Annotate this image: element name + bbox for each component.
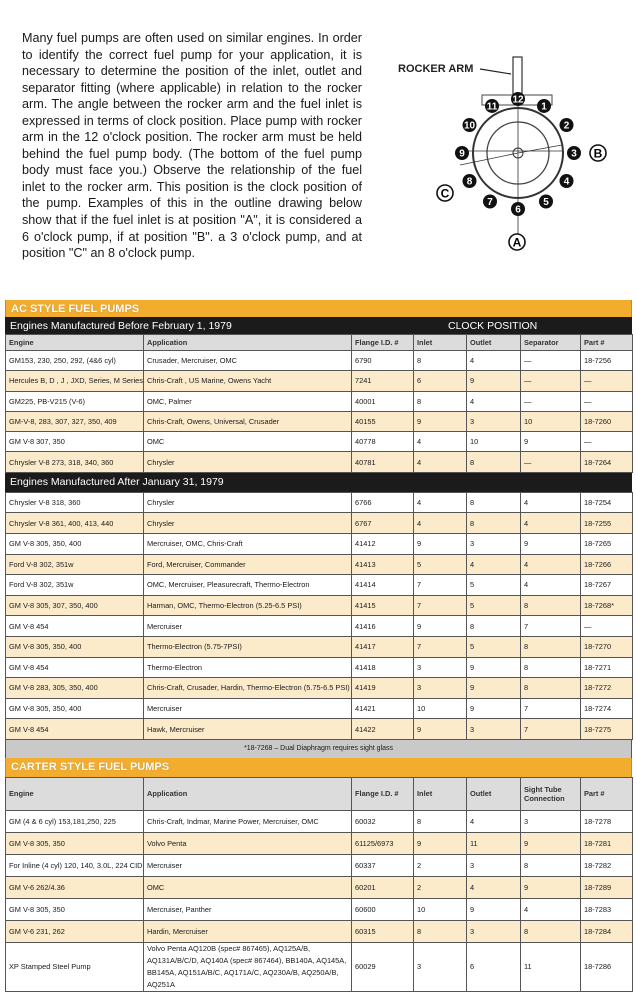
- table-cell: 4: [414, 513, 467, 534]
- table-cell: GM V-8 305, 350: [6, 832, 144, 854]
- table-cell: 4: [414, 432, 467, 452]
- table-cell: —: [521, 371, 581, 391]
- inlet-line-b: [518, 145, 562, 153]
- table-cell: For Inline (4 cyl) 120, 140, 3.0L, 224 CID: [6, 854, 144, 876]
- table-row: [6, 351, 633, 371]
- after-1979-title: Engines Manufactured After January 31, 1979: [10, 476, 224, 489]
- table-row: [6, 452, 633, 472]
- table-cell: 9: [414, 533, 467, 554]
- svg-text:5: 5: [543, 196, 549, 208]
- svg-text:10: 10: [463, 120, 476, 132]
- table-cell: Hardin, Mercruiser: [144, 920, 352, 942]
- ac-style-section: [5, 300, 632, 992]
- table-cell: OMC, Palmer: [144, 391, 352, 411]
- rocker-arm-label: ROCKER ARM: [398, 63, 474, 75]
- table-row: [6, 876, 633, 898]
- table-cell: 40155: [352, 411, 414, 431]
- table-cell: 41414: [352, 575, 414, 596]
- table-cell: GM V-8 454: [6, 616, 144, 637]
- column-header: Engine: [6, 777, 144, 810]
- column-header-row: [6, 335, 633, 351]
- column-header: Outlet: [467, 335, 521, 351]
- column-header: Separator: [521, 335, 581, 351]
- table-cell: 40001: [352, 391, 414, 411]
- table-cell: 18-7266: [581, 554, 633, 575]
- table-cell: 4: [414, 452, 467, 472]
- table-cell: —: [581, 391, 633, 411]
- table-cell: 60337: [352, 854, 414, 876]
- table-cell: 41419: [352, 678, 414, 699]
- table-cell: 3: [521, 810, 581, 832]
- ac-after-table: [5, 492, 633, 740]
- table-cell: 4: [467, 810, 521, 832]
- table-cell: Chrysler: [144, 513, 352, 534]
- table-cell: 8: [521, 920, 581, 942]
- table-cell: Mercruiser: [144, 616, 352, 637]
- table-cell: 7: [414, 595, 467, 616]
- table-cell: 60032: [352, 810, 414, 832]
- table-cell: OMC: [144, 432, 352, 452]
- table-cell: Chrysler V-8 273, 318, 340, 360: [6, 452, 144, 472]
- table-cell: 60315: [352, 920, 414, 942]
- table-cell: Ford, Mercruiser, Commander: [144, 554, 352, 575]
- table-cell: 10: [414, 898, 467, 920]
- marker-c: [437, 185, 453, 201]
- table-cell: 18-7282: [581, 854, 633, 876]
- table-cell: Harman, OMC, Thermo-Electron (5.25-6.5 PSI): [144, 595, 352, 616]
- table-cell: Volvo Penta: [144, 832, 352, 854]
- svg-text:3: 3: [571, 148, 577, 160]
- table-cell: GM V-8 454: [6, 719, 144, 740]
- table-cell: 18-7267: [581, 575, 633, 596]
- table-cell: Mercruiser: [144, 854, 352, 876]
- table-cell: Mercruiser, OMC, Chris-Craft: [144, 533, 352, 554]
- table-row: [6, 698, 633, 719]
- table-cell: 18-7284: [581, 920, 633, 942]
- table-cell: 18-7289: [581, 876, 633, 898]
- table-cell: 18-7281: [581, 832, 633, 854]
- table-cell: —: [581, 432, 633, 452]
- table-cell: 18-7271: [581, 657, 633, 678]
- table-row: [6, 678, 633, 699]
- table-cell: 9: [521, 832, 581, 854]
- table-cell: 18-7283: [581, 898, 633, 920]
- table-cell: GM V-8 307, 350: [6, 432, 144, 452]
- after-1979-header: [5, 473, 632, 492]
- table-cell: 4: [521, 554, 581, 575]
- table-cell: 41417: [352, 636, 414, 657]
- table-cell: 18-7272: [581, 678, 633, 699]
- column-header: Part #: [581, 777, 633, 810]
- table-cell: 8: [521, 636, 581, 657]
- table-cell: OMC: [144, 876, 352, 898]
- before-1979-title: Engines Manufactured Before February 1, 1979: [10, 319, 232, 332]
- table-row: [6, 810, 633, 832]
- table-row: [6, 898, 633, 920]
- table-row: [6, 575, 633, 596]
- clock-position-11: [485, 99, 499, 113]
- table-cell: 8: [414, 391, 467, 411]
- table-cell: 40781: [352, 452, 414, 472]
- table-row: [6, 854, 633, 876]
- marker-b: [590, 145, 606, 161]
- table-cell: —: [521, 452, 581, 472]
- clock-position-10: [463, 118, 477, 132]
- clock-position-9: [455, 146, 469, 160]
- table-cell: 9: [414, 411, 467, 431]
- table-cell: 9: [467, 678, 521, 699]
- table-cell: OMC, Mercruiser, Pleasurecraft, Thermo-Electron: [144, 575, 352, 596]
- table-cell: 41413: [352, 554, 414, 575]
- table-cell: Crusader, Mercruiser, OMC: [144, 351, 352, 371]
- footnote: *18-7268 – Dual Diaphragm requires sight glass: [5, 740, 632, 758]
- table-cell: 5: [467, 595, 521, 616]
- table-row: [6, 719, 633, 740]
- table-cell: 60600: [352, 898, 414, 920]
- clock-position-7: [483, 194, 497, 208]
- svg-text:B: B: [593, 146, 603, 161]
- svg-text:6: 6: [515, 204, 521, 216]
- table-cell: Chrysler V-8 318, 360: [6, 492, 144, 513]
- table-cell: Chrysler: [144, 492, 352, 513]
- column-header: Sight Tube Connection: [521, 777, 581, 810]
- table-cell: —: [581, 616, 633, 637]
- column-header: Outlet: [467, 777, 521, 810]
- table-cell: 4: [521, 513, 581, 534]
- clock-position-diagram: [390, 50, 610, 260]
- clock-position-5: [539, 194, 553, 208]
- table-cell: 18-7270: [581, 636, 633, 657]
- table-cell: Chrysler V-8 361, 400, 413, 440: [6, 513, 144, 534]
- svg-text:9: 9: [459, 148, 465, 160]
- ac-section-title: AC STYLE FUEL PUMPS: [5, 300, 632, 317]
- table-cell: 6790: [352, 351, 414, 371]
- table-cell: 9: [521, 533, 581, 554]
- table-row: [6, 832, 633, 854]
- table-row: [6, 920, 633, 942]
- table-row: [6, 554, 633, 575]
- table-cell: Chris-Craft , US Marine, Owens Yacht: [144, 371, 352, 391]
- table-cell: 9: [414, 616, 467, 637]
- column-header: Part #: [581, 335, 633, 351]
- table-cell: 3: [414, 657, 467, 678]
- table-cell: 10: [521, 411, 581, 431]
- table-row: [6, 411, 633, 431]
- table-cell: Thermo-Electron: [144, 657, 352, 678]
- table-cell: 4: [521, 492, 581, 513]
- table-cell: 6766: [352, 492, 414, 513]
- table-cell: 9: [521, 876, 581, 898]
- table-cell: 7241: [352, 371, 414, 391]
- table-cell: Chris-Craft, Crusader, Hardin, Thermo-Electron (5.75-6.5 PSI): [144, 678, 352, 699]
- table-cell: 8: [521, 854, 581, 876]
- table-cell: GM V-8 305, 350: [6, 898, 144, 920]
- clock-position-6: [511, 202, 525, 216]
- table-cell: Chris-Craft, Owens, Universal, Crusader: [144, 411, 352, 431]
- table-cell: 41412: [352, 533, 414, 554]
- table-row: [6, 492, 633, 513]
- table-cell: Ford V-8 302, 351w: [6, 554, 144, 575]
- table-cell: 4: [467, 876, 521, 898]
- table-cell: —: [581, 371, 633, 391]
- table-cell: 9: [467, 657, 521, 678]
- table-cell: 18-7274: [581, 698, 633, 719]
- table-cell: 7: [414, 636, 467, 657]
- column-header: Flange I.D. #: [352, 335, 414, 351]
- table-cell: GM V-8 305, 350, 400: [6, 636, 144, 657]
- table-cell: Thermo-Electron (5.75-7PSI): [144, 636, 352, 657]
- table-cell: GM V-6 231, 262: [6, 920, 144, 942]
- svg-text:2: 2: [563, 120, 570, 132]
- table-cell: —: [521, 391, 581, 411]
- table-cell: 5: [467, 575, 521, 596]
- table-cell: 8: [467, 616, 521, 637]
- table-cell: 41415: [352, 595, 414, 616]
- table-cell: 9: [414, 832, 467, 854]
- table-cell: GM V-8 283, 305, 350, 400: [6, 678, 144, 699]
- svg-text:8: 8: [466, 176, 473, 188]
- rocker-arm: [513, 57, 522, 97]
- table-cell: 18-7255: [581, 513, 633, 534]
- table-cell: 18-7265: [581, 533, 633, 554]
- table-cell: 3: [467, 920, 521, 942]
- intro-paragraph: Many fuel pumps are often used on similar engines. In order to identify the correct fuel pump for your application, it is necessary to determine the position of the inlet, outlet and separator fitting (where applicable) in relation to the rocker arm. The angle between the rocker arm and the fuel inlet is expressed in terms of clock position. Place pump with rocker arm in the 12 o'clock position. The rocker arm must be held behind the fuel pump body. (The bottom of the fuel pump body must face you.) Observe the relationship of the fuel inlet to the rocker arm. This position is the clock position of the pump. Examples of this in the outline drawing below show that if the fuel inlet is at position "A", it is considered a 6 o'clock pump, if at position "B". a 3 o'clock pump, and at position "C" an 8 o'clock pump.: [22, 31, 362, 261]
- table-cell: 7: [521, 698, 581, 719]
- table-cell: 7: [521, 616, 581, 637]
- table-cell: 8: [467, 452, 521, 472]
- table-cell: 8: [467, 492, 521, 513]
- table-cell: 18-7278: [581, 810, 633, 832]
- table-row: [6, 371, 633, 391]
- table-cell: Hawk, Mercruiser: [144, 719, 352, 740]
- table-cell: 3: [467, 533, 521, 554]
- table-cell: GM V-6 262/4.36: [6, 876, 144, 898]
- marker-a: [509, 234, 525, 250]
- svg-text:4: 4: [563, 176, 570, 188]
- table-cell: 60029: [352, 942, 414, 991]
- table-cell: 3: [467, 854, 521, 876]
- clock-position-12: [511, 92, 525, 106]
- column-header-row: [6, 777, 633, 810]
- table-cell: GM V-8 305, 307, 350, 400: [6, 595, 144, 616]
- table-cell: 5: [467, 636, 521, 657]
- svg-text:C: C: [440, 186, 450, 201]
- table-cell: 18-7268*: [581, 595, 633, 616]
- clock-position-4: [559, 174, 573, 188]
- table-cell: 4: [521, 898, 581, 920]
- table-cell: 18-7264: [581, 452, 633, 472]
- table-row: [6, 616, 633, 637]
- column-header: Engine: [6, 335, 144, 351]
- rocker-arm-pointer: [480, 69, 511, 74]
- table-cell: 41416: [352, 616, 414, 637]
- column-header: Application: [144, 335, 352, 351]
- table-cell: 8: [521, 678, 581, 699]
- table-cell: 4: [467, 351, 521, 371]
- table-cell: XP Stamped Steel Pump: [6, 942, 144, 991]
- table-cell: 10: [414, 698, 467, 719]
- table-cell: 40778: [352, 432, 414, 452]
- table-cell: 41421: [352, 698, 414, 719]
- column-header: Flange I.D. #: [352, 777, 414, 810]
- table-cell: 4: [521, 575, 581, 596]
- table-cell: 8: [521, 657, 581, 678]
- table-cell: 4: [414, 492, 467, 513]
- table-cell: 3: [467, 719, 521, 740]
- column-header: Inlet: [414, 335, 467, 351]
- table-cell: Mercruiser: [144, 698, 352, 719]
- table-cell: GM-V-8, 283, 307, 327, 350, 409: [6, 411, 144, 431]
- table-cell: 9: [521, 432, 581, 452]
- table-row: [6, 942, 633, 991]
- table-cell: 8: [521, 595, 581, 616]
- table-cell: 8: [414, 920, 467, 942]
- carter-section-title: CARTER STYLE FUEL PUMPS: [5, 758, 632, 777]
- table-cell: 11: [521, 942, 581, 991]
- table-cell: 18-7254: [581, 492, 633, 513]
- table-cell: 10: [467, 432, 521, 452]
- table-cell: 18-7256: [581, 351, 633, 371]
- table-row: [6, 595, 633, 616]
- table-cell: 9: [467, 371, 521, 391]
- table-cell: 6: [414, 371, 467, 391]
- clock-position-label: CLOCK POSITION: [448, 319, 538, 332]
- table-cell: 3: [414, 942, 467, 991]
- before-1979-header: [5, 317, 632, 334]
- svg-text:1: 1: [541, 101, 547, 113]
- svg-text:7: 7: [487, 196, 493, 208]
- table-row: [6, 636, 633, 657]
- clock-position-2: [559, 118, 573, 132]
- table-row: [6, 513, 633, 534]
- clock-position-8: [463, 174, 477, 188]
- column-header: Application: [144, 777, 352, 810]
- column-header: Inlet: [414, 777, 467, 810]
- table-cell: 18-7260: [581, 411, 633, 431]
- table-cell: GM (4 & 6 cyl) 153,181,250, 225: [6, 810, 144, 832]
- table-cell: GM V-8 305, 350, 400: [6, 698, 144, 719]
- table-cell: GM V-8 305, 350, 400: [6, 533, 144, 554]
- table-cell: 41422: [352, 719, 414, 740]
- table-cell: 8: [467, 513, 521, 534]
- svg-text:12: 12: [512, 94, 524, 106]
- table-cell: 9: [467, 898, 521, 920]
- table-cell: 8: [414, 351, 467, 371]
- table-cell: 7: [414, 575, 467, 596]
- table-row: [6, 432, 633, 452]
- clock-position-1: [537, 99, 551, 113]
- table-cell: Volvo Penta AQ120B (spec# 867465), AQ125A/B, AQ131A/B/C/D, AQ140A (spec# 867464), BB140A, AQ145A, BB145A, AQ151A/B/C, AQ171A/C, AQ230A/B, AQ250A/B, AQ251A: [144, 942, 352, 991]
- table-cell: 3: [414, 678, 467, 699]
- table-cell: 2: [414, 876, 467, 898]
- table-cell: 5: [414, 554, 467, 575]
- table-cell: 6767: [352, 513, 414, 534]
- table-cell: 3: [467, 411, 521, 431]
- table-cell: 4: [467, 391, 521, 411]
- table-cell: 9: [414, 719, 467, 740]
- table-row: [6, 657, 633, 678]
- table-cell: 18-7286: [581, 942, 633, 991]
- clock-position-3: [567, 146, 581, 160]
- table-cell: Hercules B, D , J , JXD, Series, M Series: [6, 371, 144, 391]
- table-cell: 6: [467, 942, 521, 991]
- ac-before-table: [5, 334, 633, 473]
- table-cell: 18-7275: [581, 719, 633, 740]
- table-cell: GM225, PB-V215 (V-6): [6, 391, 144, 411]
- table-cell: Mercruiser, Panther: [144, 898, 352, 920]
- table-cell: Ford V-8 302, 351w: [6, 575, 144, 596]
- table-cell: 4: [467, 554, 521, 575]
- table-cell: Chrysler: [144, 452, 352, 472]
- table-row: [6, 533, 633, 554]
- table-cell: GM153, 230, 250, 292, (4&6 cyl): [6, 351, 144, 371]
- table-cell: 7: [521, 719, 581, 740]
- table-cell: 8: [414, 810, 467, 832]
- svg-text:A: A: [512, 235, 522, 250]
- table-cell: 61125/6973: [352, 832, 414, 854]
- table-cell: 11: [467, 832, 521, 854]
- table-cell: 41418: [352, 657, 414, 678]
- table-cell: 9: [467, 698, 521, 719]
- svg-text:11: 11: [486, 101, 498, 113]
- table-cell: GM V-8 454: [6, 657, 144, 678]
- table-cell: —: [521, 351, 581, 371]
- table-cell: Chris-Craft, Indmar, Marine Power, Mercruiser, OMC: [144, 810, 352, 832]
- table-row: [6, 391, 633, 411]
- table-cell: 60201: [352, 876, 414, 898]
- table-cell: 2: [414, 854, 467, 876]
